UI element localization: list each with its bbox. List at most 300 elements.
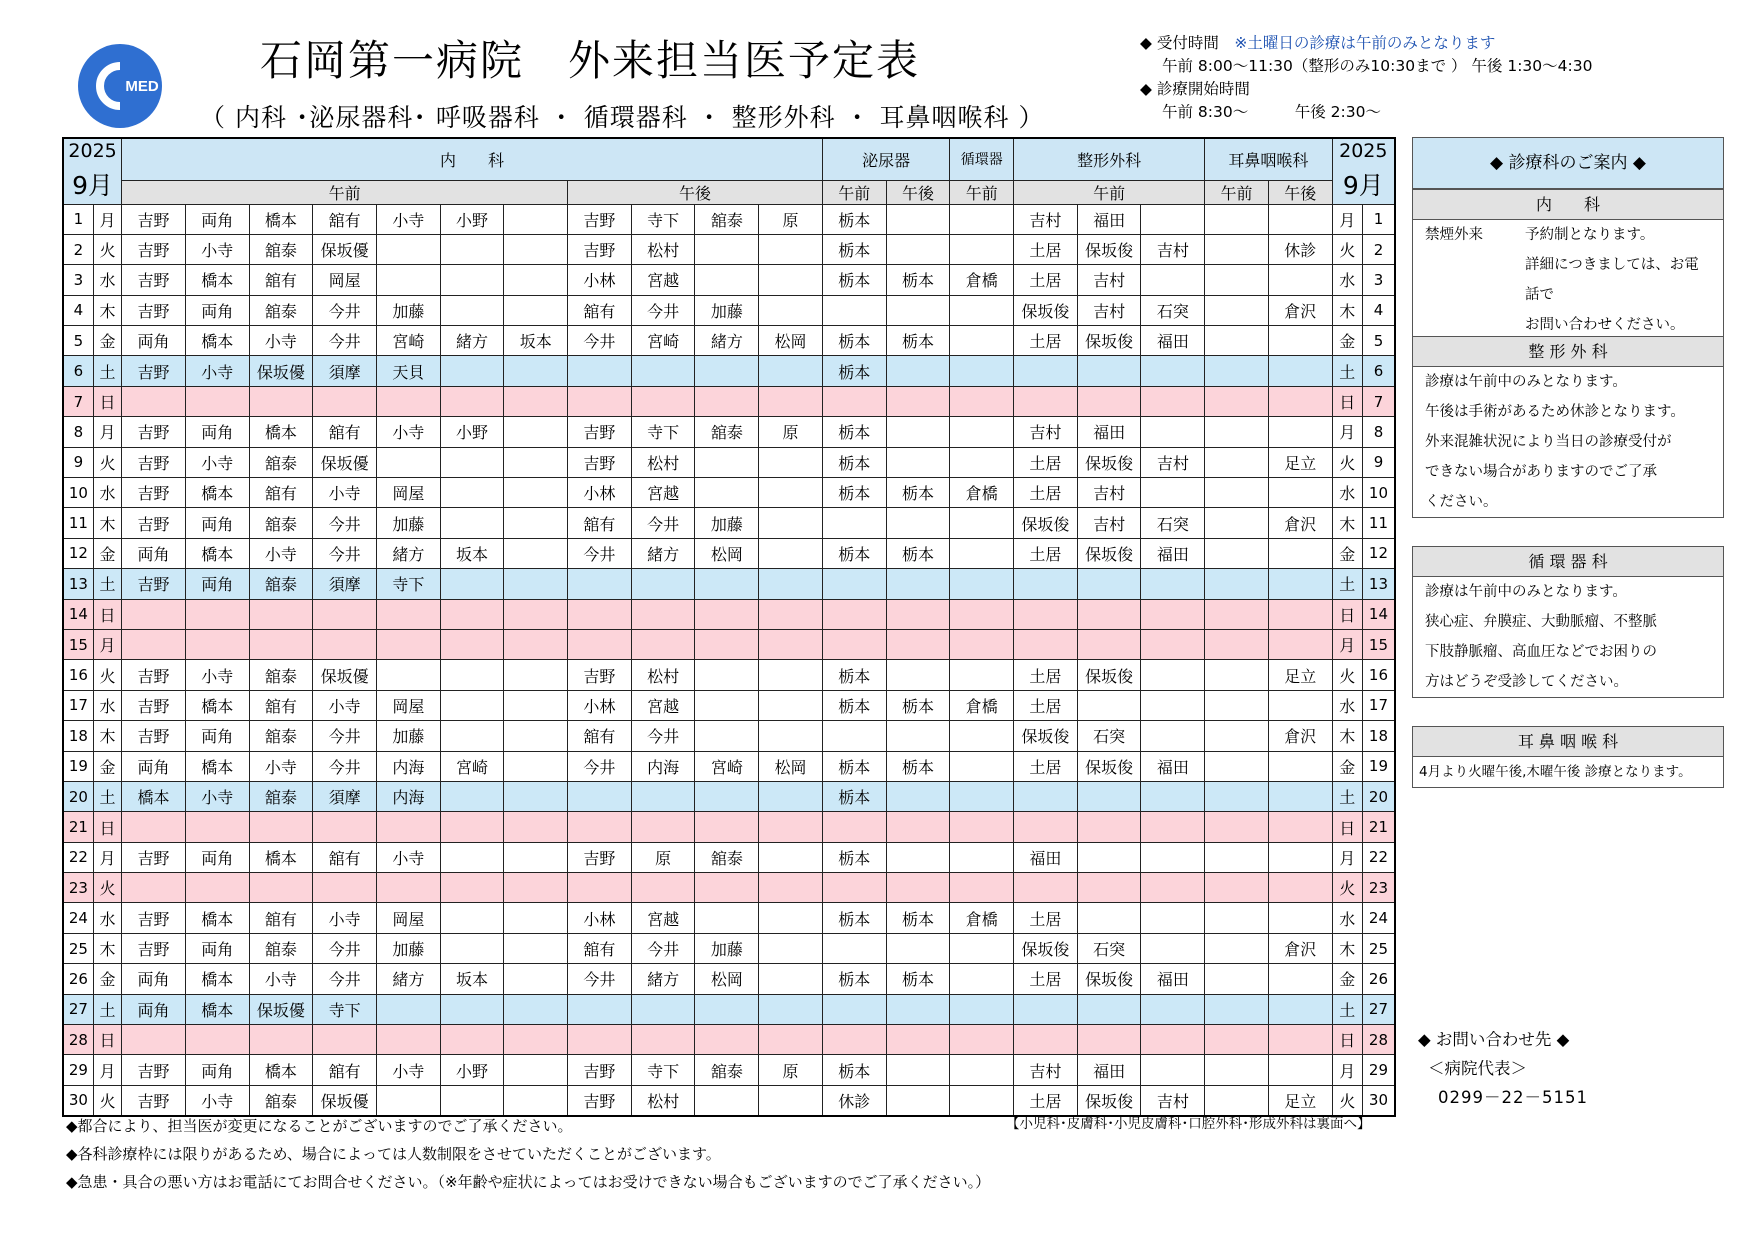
doctor-cell: 両角 — [185, 933, 249, 963]
reception-label-line — [1140, 32, 1592, 55]
doctor-cell: 橋本 — [185, 326, 249, 356]
doctor-cell — [504, 508, 568, 538]
doctor-cell: 舘泰 — [249, 933, 313, 963]
doctor-cell — [1205, 234, 1269, 264]
year-month-left — [63, 138, 122, 204]
weekday: 火 — [1332, 873, 1362, 903]
contact-phone[interactable]: 0299－22－5151 — [1438, 1088, 1588, 1107]
doctor-cell — [504, 873, 568, 903]
doctor-cell: 保坂優 — [313, 660, 377, 690]
doctor-cell — [695, 873, 759, 903]
doctor-cell: 栃本 — [822, 660, 886, 690]
doctor-cell: 福田 — [1141, 538, 1205, 568]
day-number: 9 — [1362, 447, 1395, 477]
day-number: 18 — [63, 721, 93, 751]
jibi-pm: 午後 — [1268, 180, 1332, 204]
doctor-cell: 土居 — [1014, 478, 1078, 508]
doctor-cell: 吉野 — [122, 508, 186, 538]
doctor-cell: 今井 — [631, 295, 695, 325]
day-number: 24 — [63, 903, 93, 933]
doctor-cell — [886, 873, 950, 903]
doctor-cell — [886, 842, 950, 872]
doctor-cell: 原 — [759, 417, 823, 447]
schedule-row — [63, 812, 1395, 842]
doctor-cell — [950, 326, 1014, 356]
weekday: 火 — [1332, 1085, 1362, 1116]
doctor-cell — [695, 569, 759, 599]
doctor-cell — [1268, 964, 1332, 994]
doctor-cell — [695, 447, 759, 477]
doctor-cell: 緒方 — [376, 964, 440, 994]
doctor-cell: 今井 — [313, 326, 377, 356]
doctor-cell — [1205, 447, 1269, 477]
doctor-cell — [1205, 933, 1269, 963]
doctor-cell — [440, 812, 504, 842]
weekday: 火 — [93, 234, 121, 264]
day-number: 14 — [1362, 599, 1395, 629]
doctor-cell — [1141, 569, 1205, 599]
doctor-cell — [695, 599, 759, 629]
doctor-cell: 足立 — [1268, 660, 1332, 690]
weekday: 土 — [1332, 994, 1362, 1024]
doctor-cell — [1141, 994, 1205, 1024]
doctor-cell — [568, 569, 632, 599]
footer-note: ◆各科診療枠には限りがあるため、場合によっては人数制限をさせていただくことがございます。 — [66, 1145, 721, 1163]
doctor-cell: 橋本 — [185, 478, 249, 508]
guide-title: ◆ 診療科のご案内 ◆ — [1412, 137, 1724, 189]
guide-jibi-title: 耳 鼻 咽 喉 科 — [1413, 727, 1723, 757]
doctor-cell — [504, 1055, 568, 1085]
weekday: 水 — [1332, 690, 1362, 720]
doctor-cell: 松岡 — [759, 751, 823, 781]
day-number: 27 — [1362, 994, 1395, 1024]
doctor-cell: 舘泰 — [249, 660, 313, 690]
doctor-cell: 橋本 — [249, 842, 313, 872]
doctor-cell — [1077, 386, 1141, 416]
hinyoki-am: 午前 — [822, 180, 886, 204]
doctor-cell — [440, 478, 504, 508]
weekday: 金 — [93, 751, 121, 781]
hinyoki-pm: 午後 — [886, 180, 950, 204]
schedule-row — [63, 690, 1395, 720]
day-number: 12 — [63, 538, 93, 568]
doctor-cell: 吉野 — [568, 660, 632, 690]
day-number: 29 — [63, 1055, 93, 1085]
doctor-cell — [695, 660, 759, 690]
doctor-cell — [1077, 599, 1141, 629]
doctor-cell — [313, 599, 377, 629]
doctor-cell — [1014, 873, 1078, 903]
guide-junkan-line: 診療は午前中のみとなります。 — [1425, 584, 1627, 600]
doctor-cell: 栃本 — [822, 751, 886, 781]
doctor-cell — [1141, 933, 1205, 963]
doctor-cell: 天貝 — [376, 356, 440, 386]
weekday: 火 — [93, 660, 121, 690]
doctor-cell: 小林 — [568, 478, 632, 508]
weekday: 水 — [93, 903, 121, 933]
doctor-cell — [504, 478, 568, 508]
doctor-cell — [249, 873, 313, 903]
doctor-cell: 吉野 — [122, 721, 186, 751]
doctor-cell — [950, 447, 1014, 477]
doctor-cell — [185, 629, 249, 659]
doctor-cell — [1077, 1025, 1141, 1055]
doctor-cell: 須摩 — [313, 781, 377, 811]
doctor-cell: 緒方 — [376, 538, 440, 568]
weekday: 月 — [93, 629, 121, 659]
doctor-cell — [313, 386, 377, 416]
schedule-row — [63, 295, 1395, 325]
day-number: 14 — [63, 599, 93, 629]
doctor-cell: 吉野 — [122, 1085, 186, 1116]
dept-junkan: 循環器 — [950, 138, 1014, 180]
weekday: 月 — [1332, 1055, 1362, 1085]
doctor-cell: 吉村 — [1014, 1055, 1078, 1085]
doctor-cell — [950, 964, 1014, 994]
doctor-cell: 舘有 — [249, 690, 313, 720]
doctor-cell — [950, 569, 1014, 599]
doctor-cell: 舘有 — [568, 721, 632, 751]
weekday: 日 — [1332, 1025, 1362, 1055]
doctor-cell — [249, 1025, 313, 1055]
day-number: 30 — [1362, 1085, 1395, 1116]
doctor-cell — [950, 356, 1014, 386]
doctor-cell: 栃本 — [822, 234, 886, 264]
doctor-cell: 栃本 — [822, 690, 886, 720]
doctor-cell — [504, 538, 568, 568]
doctor-cell — [249, 386, 313, 416]
day-number: 3 — [1362, 265, 1395, 295]
doctor-cell: 両角 — [185, 569, 249, 599]
doctor-cell — [695, 721, 759, 751]
doctor-cell: 舘有 — [313, 842, 377, 872]
doctor-cell — [822, 599, 886, 629]
weekday: 月 — [93, 204, 121, 234]
schedule-row — [63, 873, 1395, 903]
guide-seikei-line: 外来混雑状況により当日の診療受付が — [1425, 434, 1672, 450]
doctor-cell: 今井 — [568, 326, 632, 356]
day-number: 9 — [63, 447, 93, 477]
guide-seikei-line: 診療は午前中のみとなります。 — [1425, 374, 1627, 390]
doctor-cell: 今井 — [313, 721, 377, 751]
doctor-cell: 寺下 — [631, 1055, 695, 1085]
year-label: 2025 — [68, 140, 117, 163]
reception-times: 午前 8:00～11:30（整形のみ10:30まで ） 午後 1:30～4:30 — [1162, 57, 1593, 75]
doctor-cell: 松村 — [631, 660, 695, 690]
doctor-cell — [759, 964, 823, 994]
schedule-row — [63, 538, 1395, 568]
doctor-cell: 両角 — [185, 295, 249, 325]
doctor-cell: 原 — [759, 204, 823, 234]
weekday: 水 — [93, 690, 121, 720]
doctor-cell: 石突 — [1077, 933, 1141, 963]
day-number: 18 — [1362, 721, 1395, 751]
guide-junkan-body — [1413, 577, 1723, 697]
doctor-cell — [504, 569, 568, 599]
doctor-cell: 加藤 — [376, 295, 440, 325]
footer-notes — [66, 1112, 990, 1196]
doctor-cell: 両角 — [185, 204, 249, 234]
doctor-cell: 松岡 — [695, 964, 759, 994]
doctor-cell: 今井 — [631, 933, 695, 963]
doctor-cell: 加藤 — [695, 508, 759, 538]
dept-naika: 内 科 — [122, 138, 823, 180]
day-number: 10 — [63, 478, 93, 508]
doctor-cell — [504, 234, 568, 264]
doctor-cell: 寺下 — [631, 417, 695, 447]
doctor-cell: 橋本 — [185, 690, 249, 720]
doctor-cell: 土居 — [1014, 1085, 1078, 1116]
doctor-cell: 舘泰 — [695, 842, 759, 872]
doctor-cell — [759, 781, 823, 811]
back-page-note: 【小児科･皮膚科･小児皮膚科･口腔外科･形成外科は裏面へ】 — [1006, 1116, 1371, 1132]
doctor-cell: 橋本 — [185, 994, 249, 1024]
doctor-cell — [886, 356, 950, 386]
weekday: 日 — [93, 1025, 121, 1055]
jibi-am: 午前 — [1205, 180, 1269, 204]
doctor-cell: 舘有 — [249, 265, 313, 295]
doctor-cell — [759, 903, 823, 933]
doctor-cell — [504, 265, 568, 295]
doctor-cell — [1205, 478, 1269, 508]
doctor-cell — [504, 629, 568, 659]
doctor-cell — [759, 295, 823, 325]
doctor-cell: 小寺 — [185, 356, 249, 386]
doctor-cell — [504, 447, 568, 477]
doctor-cell — [631, 1025, 695, 1055]
doctor-cell: 保坂俊 — [1077, 538, 1141, 568]
weekday: 月 — [1332, 417, 1362, 447]
doctor-cell: 足立 — [1268, 447, 1332, 477]
weekday: 土 — [1332, 781, 1362, 811]
doctor-cell: 吉野 — [122, 417, 186, 447]
doctor-cell: 保坂優 — [249, 994, 313, 1024]
doctor-cell: 舘泰 — [249, 508, 313, 538]
doctor-cell — [1205, 295, 1269, 325]
doctor-cell: 舘泰 — [249, 1085, 313, 1116]
doctor-cell — [1205, 417, 1269, 447]
doctor-cell: 福田 — [1077, 417, 1141, 447]
doctor-cell: 橋本 — [185, 538, 249, 568]
doctor-cell — [504, 933, 568, 963]
doctor-cell: 栃本 — [886, 326, 950, 356]
doctor-cell — [1205, 994, 1269, 1024]
doctor-cell — [1268, 629, 1332, 659]
doctor-cell — [759, 629, 823, 659]
schedule-body — [63, 204, 1395, 1116]
doctor-cell — [886, 234, 950, 264]
doctor-cell — [568, 386, 632, 416]
doctor-cell: 加藤 — [695, 933, 759, 963]
doctor-cell: 栃本 — [822, 964, 886, 994]
doctor-cell: 土居 — [1014, 538, 1078, 568]
doctor-cell: 吉野 — [122, 903, 186, 933]
doctor-cell — [504, 204, 568, 234]
day-number: 29 — [1362, 1055, 1395, 1085]
doctor-cell: 小寺 — [313, 690, 377, 720]
doctor-cell: 舘泰 — [249, 781, 313, 811]
doctor-cell — [313, 812, 377, 842]
weekday: 金 — [1332, 751, 1362, 781]
doctor-cell: 吉村 — [1141, 1085, 1205, 1116]
doctor-cell: 坂本 — [440, 538, 504, 568]
doctor-cell — [886, 721, 950, 751]
doctor-cell — [759, 356, 823, 386]
doctor-cell — [1141, 903, 1205, 933]
doctor-cell: 両角 — [185, 508, 249, 538]
doctor-cell — [504, 356, 568, 386]
doctor-cell: 舘泰 — [695, 417, 759, 447]
doctor-cell: 舘泰 — [249, 234, 313, 264]
day-number: 21 — [63, 812, 93, 842]
doctor-cell — [185, 1025, 249, 1055]
doctor-cell: 土居 — [1014, 326, 1078, 356]
doctor-cell — [950, 1025, 1014, 1055]
doctor-cell: 吉村 — [1077, 478, 1141, 508]
day-number: 25 — [1362, 933, 1395, 963]
doctor-cell — [440, 873, 504, 903]
doctor-cell — [1077, 842, 1141, 872]
doctor-cell: 小寺 — [249, 538, 313, 568]
doctor-cell: 両角 — [185, 417, 249, 447]
doctor-cell — [504, 721, 568, 751]
doctor-cell: 倉橋 — [950, 478, 1014, 508]
doctor-cell — [440, 903, 504, 933]
doctor-cell — [504, 386, 568, 416]
doctor-cell — [504, 660, 568, 690]
day-number: 5 — [63, 326, 93, 356]
doctor-cell: 舘有 — [249, 478, 313, 508]
dept-hinyoki: 泌尿器 — [822, 138, 949, 180]
doctor-cell: 土居 — [1014, 964, 1078, 994]
weekday: 土 — [93, 569, 121, 599]
doctor-cell — [695, 478, 759, 508]
doctor-cell — [759, 690, 823, 720]
doctor-cell: 岡屋 — [376, 478, 440, 508]
day-number: 11 — [1362, 508, 1395, 538]
doctor-cell: 栃本 — [822, 417, 886, 447]
day-number: 20 — [63, 781, 93, 811]
doctor-cell: 福田 — [1141, 751, 1205, 781]
doctor-cell: 小寺 — [185, 234, 249, 264]
doctor-cell: 橋本 — [249, 417, 313, 447]
year-label: 2025 — [1339, 140, 1388, 163]
doctor-cell — [1268, 751, 1332, 781]
doctor-cell — [504, 751, 568, 781]
doctor-cell: 栃本 — [822, 538, 886, 568]
weekday: 日 — [93, 599, 121, 629]
day-number: 13 — [1362, 569, 1395, 599]
doctor-cell — [822, 569, 886, 599]
doctor-cell — [695, 812, 759, 842]
doctor-cell — [1268, 812, 1332, 842]
smoking-clinic-label: 禁煙外来 — [1425, 227, 1483, 243]
doctor-cell: 原 — [631, 842, 695, 872]
doctor-cell — [1077, 690, 1141, 720]
weekday: 土 — [1332, 569, 1362, 599]
contact-label: ◆ お問い合わせ先 ◆ — [1418, 1030, 1570, 1049]
doctor-cell: 保坂俊 — [1077, 751, 1141, 781]
doctor-cell — [440, 1025, 504, 1055]
weekday: 月 — [1332, 629, 1362, 659]
day-number: 28 — [1362, 1025, 1395, 1055]
doctor-cell — [695, 234, 759, 264]
day-number: 3 — [63, 265, 93, 295]
doctor-cell — [1205, 812, 1269, 842]
weekday: 水 — [1332, 478, 1362, 508]
doctor-cell — [1268, 1055, 1332, 1085]
doctor-cell: 吉野 — [568, 447, 632, 477]
weekday: 水 — [1332, 265, 1362, 295]
doctor-cell — [1205, 356, 1269, 386]
doctor-cell — [1268, 204, 1332, 234]
doctor-cell — [1077, 569, 1141, 599]
doctor-cell: 小寺 — [249, 751, 313, 781]
guide-junkan-title: 循 環 器 科 — [1413, 547, 1723, 577]
doctor-cell — [631, 994, 695, 1024]
guide-seikei-body — [1413, 367, 1723, 517]
doctor-cell — [568, 873, 632, 903]
weekday: 土 — [1332, 356, 1362, 386]
doctor-cell: 緒方 — [631, 538, 695, 568]
doctor-cell — [822, 812, 886, 842]
doctor-cell — [568, 1025, 632, 1055]
footer-note: ◆都合により、担当医が変更になることがございますのでご了承ください。 — [66, 1117, 573, 1135]
doctor-cell: 舘泰 — [249, 447, 313, 477]
weekday: 火 — [1332, 447, 1362, 477]
doctor-cell — [1268, 326, 1332, 356]
doctor-cell: 吉村 — [1141, 234, 1205, 264]
doctor-cell — [185, 812, 249, 842]
doctor-cell: 保坂俊 — [1014, 508, 1078, 538]
day-number: 2 — [63, 234, 93, 264]
day-number: 21 — [1362, 812, 1395, 842]
doctor-cell — [1268, 903, 1332, 933]
doctor-cell — [950, 933, 1014, 963]
weekday: 木 — [93, 933, 121, 963]
doctor-cell — [313, 629, 377, 659]
doctor-cell: 内海 — [631, 751, 695, 781]
doctor-cell: 栃本 — [822, 326, 886, 356]
doctor-cell — [1077, 812, 1141, 842]
schedule-row — [63, 265, 1395, 295]
doctor-cell: 小林 — [568, 690, 632, 720]
weekday: 木 — [1332, 933, 1362, 963]
doctor-cell — [440, 842, 504, 872]
doctor-cell — [1141, 812, 1205, 842]
doctor-cell: 今井 — [313, 508, 377, 538]
doctor-cell — [822, 994, 886, 1024]
doctor-cell — [1141, 599, 1205, 629]
doctor-cell: 吉野 — [122, 690, 186, 720]
doctor-cell — [1268, 569, 1332, 599]
schedule-row — [63, 599, 1395, 629]
doctor-cell: 舘有 — [568, 508, 632, 538]
doctor-cell: 松村 — [631, 1085, 695, 1116]
doctor-cell: 内海 — [376, 751, 440, 781]
weekday: 金 — [1332, 964, 1362, 994]
doctor-cell — [1268, 842, 1332, 872]
doctor-cell — [822, 508, 886, 538]
doctor-cell: 保坂俊 — [1077, 326, 1141, 356]
day-number: 22 — [63, 842, 93, 872]
doctor-cell: 寺下 — [631, 204, 695, 234]
doctor-cell — [886, 660, 950, 690]
doctor-cell — [504, 781, 568, 811]
doctor-cell: 小寺 — [376, 417, 440, 447]
doctor-cell — [1205, 842, 1269, 872]
doctor-cell: 保坂俊 — [1014, 295, 1078, 325]
